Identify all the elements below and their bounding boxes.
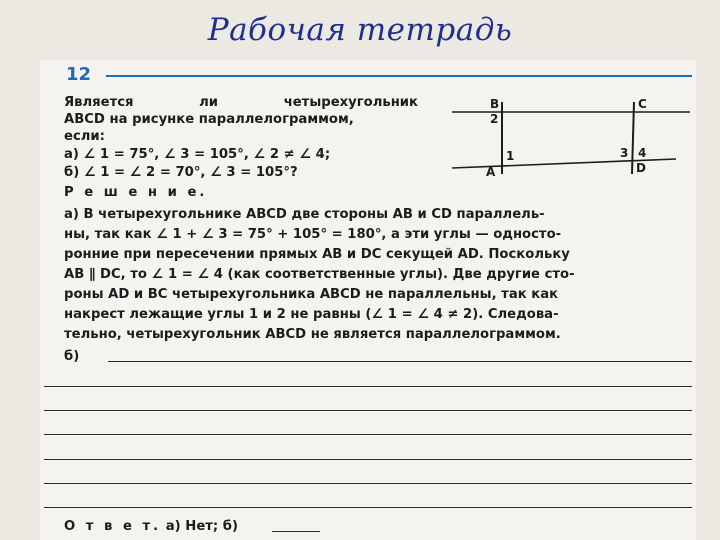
solution-a-line: ронние при пересечении прямых AB и DC секущей AD. Поскольку <box>64 247 570 262</box>
workbook-page <box>40 60 696 540</box>
solution-a-line: а) В четырехугольнике ABCD две стороны AB и CD параллель- <box>64 207 545 222</box>
point-d-label: D <box>636 161 646 175</box>
line-cd <box>632 102 634 174</box>
angle-3-label: 3 <box>620 146 629 160</box>
condition-a: а) ∠ 1 = 75°, ∠ 3 = 105°, ∠ 2 ≠ ∠ 4; <box>64 147 331 162</box>
question-word: ли <box>199 95 219 110</box>
answer-blank-line <box>44 410 692 411</box>
question-line-1 <box>64 94 418 111</box>
solution-a-line: AB ∥ DC, то ∠ 1 = ∠ 4 (как соответственные углы). Две другие сто- <box>64 267 575 282</box>
answer-blank-line <box>44 386 692 387</box>
answer-blank-line <box>44 459 692 460</box>
solution-a-line: тельно, четырехугольник ABCD не является параллелограммом. <box>64 327 561 342</box>
angle-4-label: 4 <box>638 146 647 160</box>
solution-a-line: роны AD и BC четырехугольника ABCD не параллельны, так как <box>64 287 559 302</box>
condition-b: б) ∠ 1 = ∠ 2 = 70°, ∠ 3 = 105°? <box>64 165 298 180</box>
answer-b-blank <box>272 531 320 532</box>
answer-blank-line <box>44 483 692 484</box>
quadrilateral-figure <box>450 96 690 178</box>
point-c-label: C <box>638 97 647 111</box>
solution-a-line: ны, так как ∠ 1 + ∠ 3 = 75° + 105° = 180°, а эти углы — односто- <box>64 227 562 242</box>
solution-b-label: б) <box>64 349 80 364</box>
solution-heading: Р е ш е н и е. <box>64 185 208 200</box>
answer-row <box>64 518 238 535</box>
task-number: 12 <box>66 64 92 85</box>
answer-blank-line <box>44 434 692 435</box>
answer-text: а) Нет; б) <box>165 519 239 534</box>
task-header-rule <box>106 75 692 77</box>
slide-title: Рабочая тетрадь <box>207 12 513 48</box>
answer-label: О т в е т. <box>64 519 162 534</box>
angle-1-label: 1 <box>506 149 515 163</box>
point-a-label: A <box>486 165 496 178</box>
question-word: Является <box>64 95 134 110</box>
point-b-label: B <box>490 97 500 111</box>
question-line-2: ABCD на рисунке параллелограммом, <box>64 112 354 127</box>
angle-2-label: 2 <box>490 112 499 126</box>
answer-blank-line <box>108 361 692 362</box>
solution-a-line: накрест лежащие углы 1 и 2 не равны (∠ 1 = ∠ 4 ≠ 2). Следова- <box>64 307 559 322</box>
question-word: четырехугольник <box>283 95 418 110</box>
question-line-3: если: <box>64 129 105 144</box>
answer-blank-line <box>44 507 692 508</box>
